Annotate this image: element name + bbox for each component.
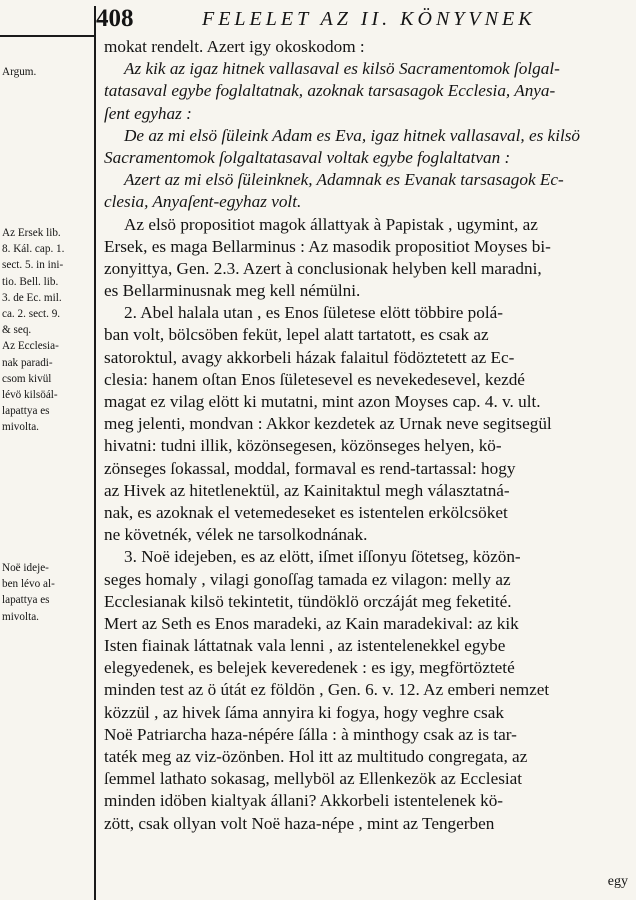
text-line: 2. Abel halala utan , es Enos ſületese elött többire polá-	[124, 303, 503, 323]
margin-note-line: nak paradi-	[2, 356, 53, 369]
text-line: ne követnék, vélek ne tarsolkodnának.	[104, 525, 368, 545]
syllogism-line: Az kik az igaz hitnek vallasaval es kilsö Sacramentomok ſolgal-	[124, 59, 560, 79]
text-line: elegyedenek, es belejek keveredenek : es igy, megförtözteté	[104, 658, 515, 678]
text-line: hivatni: tudni illik, közönsegesen, közönseges helyen, kö-	[104, 436, 502, 456]
margin-note-argum	[2, 64, 92, 80]
text-line: Noë Patriarcha haza-népére ſálla : à minthogy csak az is tar-	[104, 724, 517, 744]
text-line: mokat rendelt. Azert igy okoskodom :	[104, 37, 365, 56]
text-line: 3. Noë idejeben, es az elött, iſmet iſſonyu ſötetseg, közön-	[124, 547, 521, 567]
margin-note-line: lévö kilsöál-	[2, 389, 58, 402]
text-line: Ecclesianak kilsö tekintetit, tündöklö orczáját meg feketité.	[104, 591, 512, 611]
text-line: taték meg az viz-özönben. Hol itt az multitudo congregata, az	[104, 747, 528, 766]
text-line: ſemmel lathato sokasag, mellyböl az Ellenkezök az Ecclesiat	[104, 769, 523, 789]
text-line: es Bellarminusnak meg kell némülni.	[104, 281, 361, 301]
syllogism-line: clesia, Anyaſent-egyhaz volt.	[104, 192, 302, 212]
text-line: magat ez vilag elött ki mutatni, mint azon Moyses cap. 4. v. ult.	[104, 392, 541, 411]
column-rule	[94, 6, 96, 900]
text-line: minden test az ö útát ez földön , Gen. 6. v. 12. Az emberi nemzet	[104, 680, 550, 700]
page-header	[96, 4, 632, 34]
text-line: Az elsö propositiot magok állattyak à Papistak , ugymint, az	[124, 214, 538, 234]
text-line: az Hivek az hitetlenektül, az Kainitaktul megh választatná-	[104, 480, 510, 500]
margin-note-line: ben lévo al-	[2, 578, 55, 591]
text-line: zönseges ſokassal, moddal, formaval es rend-tartassal: hogy	[104, 458, 516, 478]
margin-note-line: Az Ecclesia-	[2, 340, 59, 353]
margin-note-references	[2, 225, 92, 436]
margin-top-rule	[0, 35, 96, 37]
text-line: clesia: hanem oſtan Enos ſületesevel es nevekedesevel, kezdé	[104, 369, 525, 389]
margin-note-line: tio. Bell. lib.	[2, 275, 59, 288]
text-line: közzül , az hivek ſáma annyira ki fogya, hogy veghre csak	[104, 702, 504, 722]
margin-note-line: 3. de Ec. mil.	[2, 291, 62, 304]
main-text	[104, 36, 632, 835]
margin-note-line: 8. Kál. cap. 1.	[2, 243, 65, 256]
text-line: Mert az Seth es Enos maradeki, az Kain maradekival: az kik	[104, 613, 519, 633]
margin-note-line: mivolta.	[2, 610, 39, 623]
margin-note-line: sect. 5. in ini-	[2, 259, 64, 272]
margin-note-line: mivolta.	[2, 421, 39, 434]
text-line: meg jelenti, mondvan : Akkor kezdetek az Urnak neve segitsegül	[104, 414, 552, 434]
margin-note-line: csom kivül	[2, 372, 52, 385]
text-line: minden idöben kialtyak állani? Akkorbeli istentelenek kö-	[104, 791, 504, 811]
text-line: Ersek, es maga Bellarminus : Az masodik propositiot Moyses bi-	[104, 236, 551, 256]
syllogism-line: ſent egyhaz :	[104, 103, 192, 123]
text-line: satoroktul, avagy akkorbeli házak falaitul födöztetett az Ec-	[104, 347, 515, 367]
catchword: egy	[607, 874, 628, 889]
syllogism-line: De az mi elsö ſüleink Adam es Eva, igaz hitnek vallasaval, es kilsö	[124, 125, 581, 145]
text-line: zött, csak ollyan volt Noë haza-népe , mint az Tengerben	[104, 813, 495, 833]
text-line: nak, es azoknak el vetemedeseket es istentelen erkölcsöket	[104, 502, 508, 522]
page-number: 408	[96, 5, 134, 32]
text-line: Isten fiainak láttatnak vala lenni , az istentelenekkel egybe	[104, 636, 506, 656]
text-line: zonyittya, Gen. 2.3. Azert à conclusionak helyben kell maradni,	[104, 258, 542, 278]
running-title: FELELET AZ II. KÖNYVNEK	[202, 8, 536, 30]
syllogism-line: tatasaval egybe foglaltatnak, azoknak tarsasagok Ecclesia, Anya-	[104, 81, 556, 101]
text-line: ban volt, bölcsöben feküt, lepel alatt tartatott, es csak az	[104, 325, 489, 345]
margin-note-line: Argum.	[2, 66, 37, 78]
margin-note-line: Az Ersek lib.	[2, 227, 61, 239]
text-line: seges homaly , vilagi gonoſſag tamada ez vilagon: melly az	[104, 569, 511, 589]
syllogism-line: Azert az mi elsö ſüleinknek, Adamnak es Evanak tarsasagok Ec-	[124, 170, 564, 190]
margin-note-line: ca. 2. sect. 9.	[2, 308, 61, 321]
margin-note-noe	[2, 560, 92, 625]
margin-note-line: lapattya es	[2, 594, 50, 607]
margin-note-line: lapattya es	[2, 405, 50, 418]
margin-note-line: & seq.	[2, 324, 32, 337]
margin-note-line: Noë ideje-	[2, 562, 49, 574]
syllogism-line: Sacramentomok ſolgaltatasaval voltak egybe foglaltatvan :	[104, 147, 511, 167]
